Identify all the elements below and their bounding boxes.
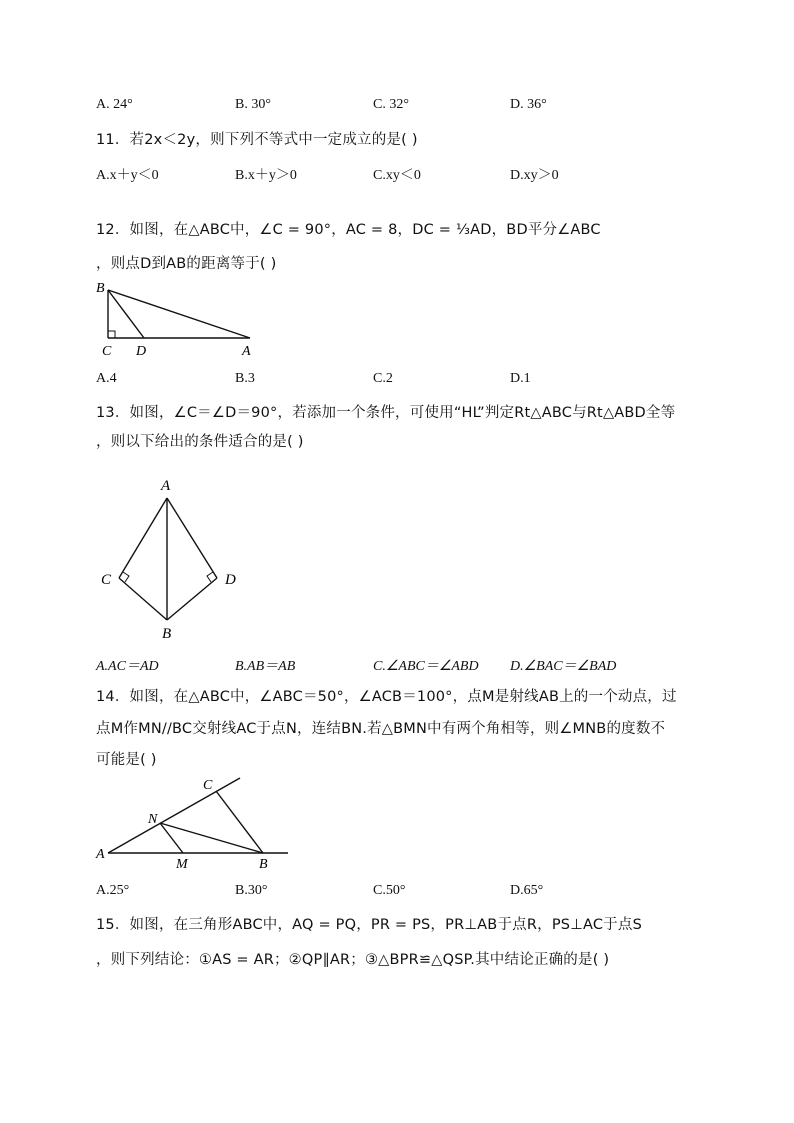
q14-label-n: N — [148, 812, 158, 827]
q10-option-a: A. 24° — [96, 97, 133, 112]
q12-label-c: C — [102, 344, 112, 359]
q14-stem-line3: 可能是( ) — [96, 752, 157, 768]
q13-label-b: B — [162, 626, 172, 642]
q12-option-d: D.1 — [510, 371, 531, 386]
q13-option-d: D.∠BAC＝∠BAD — [510, 659, 617, 674]
q13-label-c: C — [101, 572, 112, 588]
q11-option-c: C.xy＜0 — [373, 168, 421, 183]
q13-option-b: B.AB＝AB — [235, 659, 296, 674]
q14-option-c: C.50° — [373, 883, 406, 898]
q15-stem-line1: 15．如图，在三角形ABC中，AQ = PQ，PR = PS，PR⊥AB于点R，PS⊥AC于点S — [96, 917, 642, 933]
q11-option-d: D.xy＞0 — [510, 168, 559, 183]
q14-stem-line2: 点M作MN//BC交射线AC于点N，连结BN.若△BMN中有两个角相等，则∠MNB的度数不 — [96, 721, 666, 737]
q14-option-a: A.25° — [96, 883, 130, 898]
q13-option-a: A.AC＝AD — [96, 659, 159, 674]
q14-option-b: B.30° — [235, 883, 268, 898]
q13-option-c: C.∠ABC＝∠ABD — [373, 659, 479, 674]
q13-stem-line2: ，则以下给出的条件适合的是( ) — [96, 434, 304, 450]
q12-option-b: B.3 — [235, 371, 255, 386]
q14-label-c: C — [203, 778, 213, 793]
q13-stem-line1: 13．如图，∠C＝∠D＝90°，若添加一个条件，可使用“HL”判定Rt△ABC与Rt△ABD全等 — [96, 405, 676, 421]
q10-option-d: D. 36° — [510, 97, 547, 112]
q13-label-d: D — [225, 572, 236, 588]
q11-stem: 11．若2x＜2y，则下列不等式中一定成立的是( ) — [96, 132, 418, 148]
q12-option-a: A.4 — [96, 371, 117, 386]
q12-label-a: A — [242, 344, 251, 359]
q14-label-m: M — [176, 857, 188, 872]
q13-figure — [95, 472, 255, 644]
q11-option-b: B.x＋y＞0 — [235, 168, 297, 183]
q12-stem-line1: 12．如图，在△ABC中，∠C = 90°，AC = 8，DC = ⅓AD，BD平分∠ABC — [96, 222, 601, 238]
q14-option-d: D.65° — [510, 883, 544, 898]
q12-label-b: B — [96, 281, 105, 296]
q12-stem-line2: ，则点D到AB的距离等于( ) — [96, 256, 277, 272]
q12-option-c: C.2 — [373, 371, 393, 386]
q12-figure — [90, 278, 270, 360]
q14-figure — [90, 770, 300, 872]
q11-option-a: A.x＋y＜0 — [96, 168, 159, 183]
q12-label-d: D — [136, 344, 147, 359]
q10-option-b: B. 30° — [235, 97, 271, 112]
q13-label-a: A — [161, 478, 171, 494]
q14-stem-line1: 14．如图，在△ABC中，∠ABC＝50°，∠ACB＝100°，点M是射线AB上的一个动点，过 — [96, 689, 677, 705]
q14-label-b: B — [259, 857, 268, 872]
q14-label-a: A — [96, 847, 105, 862]
q10-option-c: C. 32° — [373, 97, 409, 112]
q15-stem-line2: ，则下列结论：①AS = AR；②QP∥AR；③△BPR≌△QSP.其中结论正确的是( ) — [96, 952, 610, 968]
